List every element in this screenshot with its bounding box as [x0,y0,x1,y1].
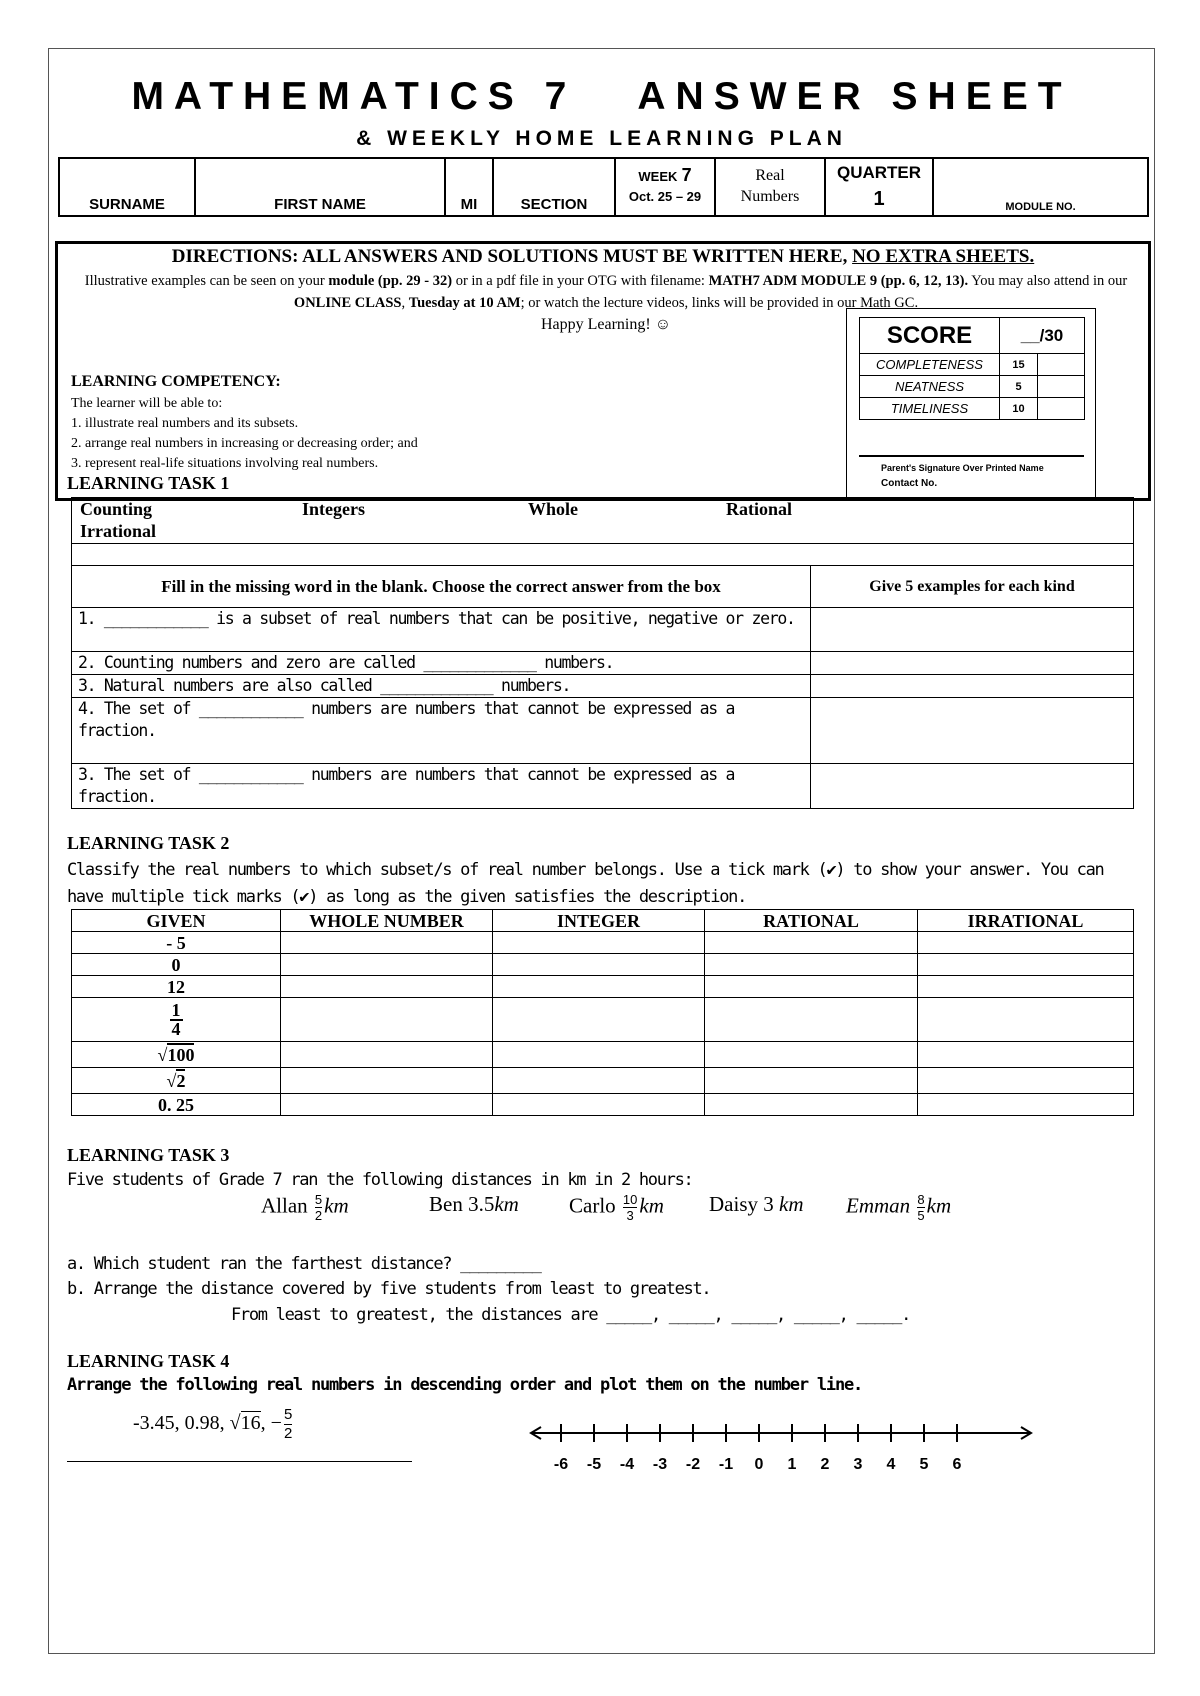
examples-cell[interactable] [811,698,1134,764]
axis-tick-label: 3 [853,1456,863,1473]
tick-cell[interactable] [918,976,1134,998]
quarter-number: 1 [873,188,885,210]
neatness-score[interactable] [1038,376,1085,398]
col-integer: INTEGER [493,910,705,932]
task1-table [71,497,1134,809]
tick-cell[interactable] [705,1068,918,1094]
ben-distance: Ben 3.5km [429,1192,519,1216]
tick-cell[interactable] [493,1068,705,1094]
emman-distance: Emman $\frac{8}{5}$ km [846,1192,952,1223]
tick-cell[interactable] [281,954,493,976]
tick-cell[interactable] [281,1042,493,1068]
col-irrational: IRRATIONAL [918,910,1134,932]
task4-numbers: -3.45, 0.98, √16, − $\frac{5}{2}$ [133,1406,293,1442]
neatness-points: 5 [1000,376,1038,398]
learning-competency [71,372,418,474]
col-rational: RATIONAL [705,910,918,932]
answer-sheet [48,48,1155,1654]
task4-heading: LEARNING TASK 4 [67,1351,230,1371]
given-value [72,1042,281,1068]
student-info-table [58,157,1149,217]
question-a: a. Which student ran the farthest distance? _________ [67,1254,541,1274]
quarter-cell [825,158,933,216]
given-value: - 5 [72,932,281,954]
task2-table [71,909,1134,1116]
examples-cell[interactable] [811,652,1134,675]
axis-tick-label: -4 [619,1456,635,1473]
tick-cell[interactable] [281,998,493,1042]
question-b-answer: From least to greatest, the distances are _____, _____, _____, _____, _____. [231,1305,911,1325]
tick-cell[interactable] [705,998,918,1042]
tick-cell[interactable] [705,932,918,954]
directions-box [55,241,1151,501]
directions-title: DIRECTIONS: ALL ANSWERS AND SOLUTIONS MUST BE WRITTEN HERE, NO EXTRA SHEETS. [171,246,1035,267]
given-sqrt: √100 [157,1044,195,1065]
mi-field[interactable] [445,158,493,216]
competency-item: 2. arrange real numbers in increasing or decreasing order; and [71,436,418,451]
tick-cell[interactable] [918,932,1134,954]
axis-tick-label: 6 [952,1456,962,1473]
tick-cell[interactable] [918,998,1134,1042]
topic-cell [715,158,825,216]
axis-tick-label: -6 [553,1456,569,1473]
given-value: 0 [72,954,281,976]
competency-intro: The learner will be able to: [71,396,223,411]
axis-tick-label: -5 [586,1456,602,1473]
task1-instruction: Fill in the missing word in the blank. Choose the correct answer from the box [72,566,811,608]
axis-tick-label: 1 [787,1456,797,1473]
choice-rational: Rational [726,499,793,519]
daisy-distance: Daisy 3 km [709,1192,804,1216]
given-fraction: $\frac{1}{4}$ [171,999,181,1039]
allan-distance: Allan $\frac{5}{2}$ km [261,1192,349,1223]
page-title: MATHEMATICS 7 ANSWER SHEET [131,75,1072,118]
timeliness-score[interactable] [1038,398,1085,420]
axis-tick-label: 5 [919,1456,929,1473]
tick-cell[interactable] [918,1094,1134,1116]
question-b: b. Arrange the distance covered by five students from least to greatest. [67,1279,711,1299]
topic-line1: Real [755,167,785,184]
task4-instruction: Arrange the following real numbers in descending order and plot them on the number line. [67,1375,863,1395]
task1-item: 3. Natural numbers are also called _____________ numbers. [72,675,811,698]
col-whole-number: WHOLE NUMBER [281,910,493,932]
topic-line2: Numbers [740,188,800,205]
tick-cell[interactable] [281,1068,493,1094]
tick-cell[interactable] [493,1042,705,1068]
week-label: WEEK [638,169,678,184]
task3-heading: LEARNING TASK 3 [67,1145,230,1165]
tick-cell[interactable] [918,1042,1134,1068]
competency-heading: LEARNING COMPETENCY: [71,373,281,390]
choices-box [72,498,1134,544]
axis-tick-label: -1 [718,1456,734,1473]
choice-whole: Whole [528,499,579,519]
carlo-distance: Carlo $\frac{10}{3}$ km [569,1192,664,1223]
tick-cell[interactable] [705,1042,918,1068]
choice-counting: Counting [80,499,153,519]
competency-item: 3. represent real-life situations involving real numbers. [71,456,379,471]
directions-body: Illustrative examples can be seen on your module (pp. 29 - 32) or in a pdf file in your OTG with filename: MATH7 ADM MODULE 9 (pp. 6, 12, 13). You may also attend in our ONLINE CLASS, Tuesday at 10 AM; or watch the lecture videos, links will be provided in our Math GC. Happy Learning! ☺ [84,273,1128,333]
choice-irrational: Irrational [80,521,156,541]
examples-cell[interactable] [811,675,1134,698]
given-value: 12 [72,976,281,998]
week-cell [615,158,715,216]
tick-cell[interactable] [705,1094,918,1116]
surname-label: SURNAME [89,196,165,213]
module-field[interactable] [933,158,1148,216]
tick-cell[interactable] [493,1094,705,1116]
axis-tick-label: 0 [754,1456,764,1473]
score-table [859,317,1085,420]
tick-cell[interactable] [493,954,705,976]
number-line [525,1413,1037,1485]
task1-item: 3. The set of ____________ numbers are numbers that cannot be expressed as a fraction. [72,764,811,809]
completeness-points: 15 [1000,354,1038,376]
tick-cell[interactable] [918,954,1134,976]
signature-line[interactable] [859,455,1084,457]
task2-heading: LEARNING TASK 2 [67,833,230,853]
tick-cell[interactable] [918,1068,1134,1094]
examples-cell[interactable] [811,764,1134,809]
axis-tick-label: -3 [652,1456,668,1473]
task3-intro: Five students of Grade 7 ran the following distances in km in 2 hours: [67,1170,693,1190]
tick-cell[interactable] [705,976,918,998]
axis-tick-label: -2 [685,1456,701,1473]
tick-cell[interactable] [705,954,918,976]
competency-item: 1. illustrate real numbers and its subsets. [71,416,299,431]
timeliness-label: TIMELINESS [860,398,1000,420]
task1-heading: LEARNING TASK 1 [67,473,230,493]
given-value [72,998,281,1042]
tick-cell[interactable] [281,976,493,998]
choice-integers: Integers [302,499,365,519]
task1-item: 1. ____________ is a subset of real numbers that can be positive, negative or zero. [72,608,811,652]
tick-cell[interactable] [493,976,705,998]
tick-cell[interactable] [281,932,493,954]
tick-cell[interactable] [493,932,705,954]
given-sqrt: √2 [166,1070,186,1091]
module-label: MODULE NO. [1005,201,1076,213]
neatness-label: NEATNESS [860,376,1000,398]
score-box [846,308,1096,499]
axis-tick-label: 4 [886,1456,896,1473]
completeness-label: COMPLETENESS [860,354,1000,376]
completeness-score[interactable] [1038,354,1085,376]
section-field[interactable] [493,158,615,216]
given-value: 0. 25 [72,1094,281,1116]
examples-header: Give 5 examples for each kind [811,566,1134,608]
timeliness-points: 10 [1000,398,1038,420]
mi-label: MI [460,196,478,213]
given-value [72,1068,281,1094]
week-number: 7 [681,165,692,185]
signature-label: Parent's Signature Over Printed Name Contact No. [881,463,1044,489]
examples-cell[interactable] [811,608,1134,652]
tick-cell[interactable] [493,998,705,1042]
firstname-field[interactable] [195,158,445,216]
spacer-row [72,544,1134,566]
firstname-label: FIRST NAME [274,196,366,213]
section-label: SECTION [520,196,588,213]
score-total: __/30 [1000,318,1085,354]
axis-tick-label: 2 [820,1456,830,1473]
task2-instruction: Classify the real numbers to which subset/s of real number belongs. Use a tick mark (✔) to show your answer. You can have multiple tick marks (✔) as long as the given satisfies the description. [67,860,1104,907]
page-subtitle: & WEEKLY HOME LEARNING PLAN [356,127,847,150]
quarter-label: QUARTER [836,163,922,182]
happy-learning: Happy Learning! ☺ [540,316,672,333]
task1-item: 2. Counting numbers and zero are called _____________ numbers. [72,652,811,675]
task1-item: 4. The set of ____________ numbers are numbers that cannot be expressed as a fraction. [72,698,811,764]
surname-field[interactable] [59,158,195,216]
score-label: SCORE [860,318,1000,354]
col-given: GIVEN [72,910,281,932]
tick-cell[interactable] [281,1094,493,1116]
answer-line[interactable] [67,1461,412,1462]
week-dates: Oct. 25 – 29 [628,189,702,204]
